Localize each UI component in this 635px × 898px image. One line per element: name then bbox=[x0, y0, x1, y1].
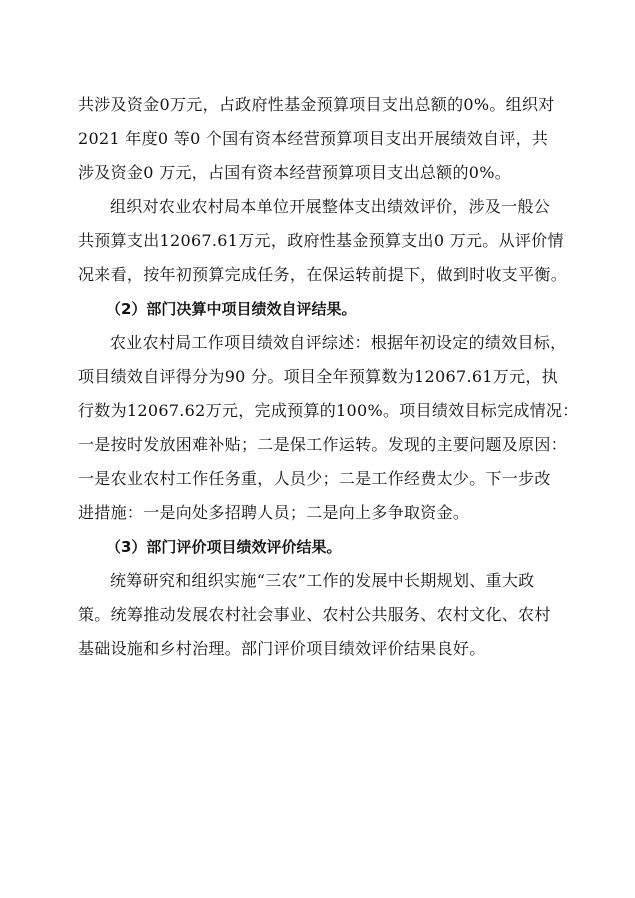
text-line: 2021 年度0 等0 个国有资本经营预算项目支出开展绩效自评，共 bbox=[78, 129, 549, 148]
text-line: 一是按时发放困难补贴；二是保工作运转。发现的主要问题及原因： bbox=[78, 435, 568, 454]
paragraph-overall-evaluation bbox=[78, 190, 566, 292]
section-heading-project-self-evaluation: （2）部门决算中项目绩效自评结果。 bbox=[106, 300, 357, 318]
text-line: 农业农村局工作项目绩效自评综述：根据年初设定的绩效目标， bbox=[110, 333, 567, 352]
text-line: 项目绩效自评得分为90 分。项目全年预算数为12067.61万元，执 bbox=[78, 367, 558, 386]
paragraph-fund-summary bbox=[78, 88, 566, 190]
text-line: 统筹研究和组织实施“三农”工作的发展中长期规划、重大政 bbox=[110, 571, 535, 590]
text-line: 共预算支出12067.61万元，政府性基金预算支出0 万元。从评价情 bbox=[78, 231, 564, 250]
text-line: 一是农业农村工作任务重，人员少；二是工作经费太少。下一步改 bbox=[78, 469, 551, 488]
section-heading-department-evaluation: （3）部门评价项目绩效评价结果。 bbox=[106, 538, 342, 556]
text-line: 共涉及资金0万元，占政府性基金预算项目支出总额的0%。组织对 bbox=[78, 95, 555, 114]
text-line: 进措施：一是向处多招聘人员；二是向上多争取资金。 bbox=[78, 503, 470, 522]
text-line: 组织对农业农村局本单位开展整体支出绩效评价，涉及一般公 bbox=[110, 197, 551, 216]
document-body bbox=[78, 88, 579, 666]
text-line: 基础设施和乡村治理。部门评价项目绩效评价结果良好。 bbox=[78, 639, 486, 658]
paragraph-project-self-evaluation bbox=[78, 326, 579, 530]
text-line: 涉及资金0 万元，占国有资本经营预算项目支出总额的0%。 bbox=[78, 163, 512, 182]
text-line: 策。统筹推动发展农村社会事业、农村公共服务、农村文化、农村 bbox=[78, 605, 551, 624]
text-line: 况来看，按年初预算完成任务，在保运转前提下，做到时收支平衡。 bbox=[78, 265, 568, 284]
text-line: 行数为12067.62万元，完成预算的100%。项目绩效目标完成情况： bbox=[78, 401, 579, 420]
paragraph-department-evaluation bbox=[78, 564, 566, 666]
